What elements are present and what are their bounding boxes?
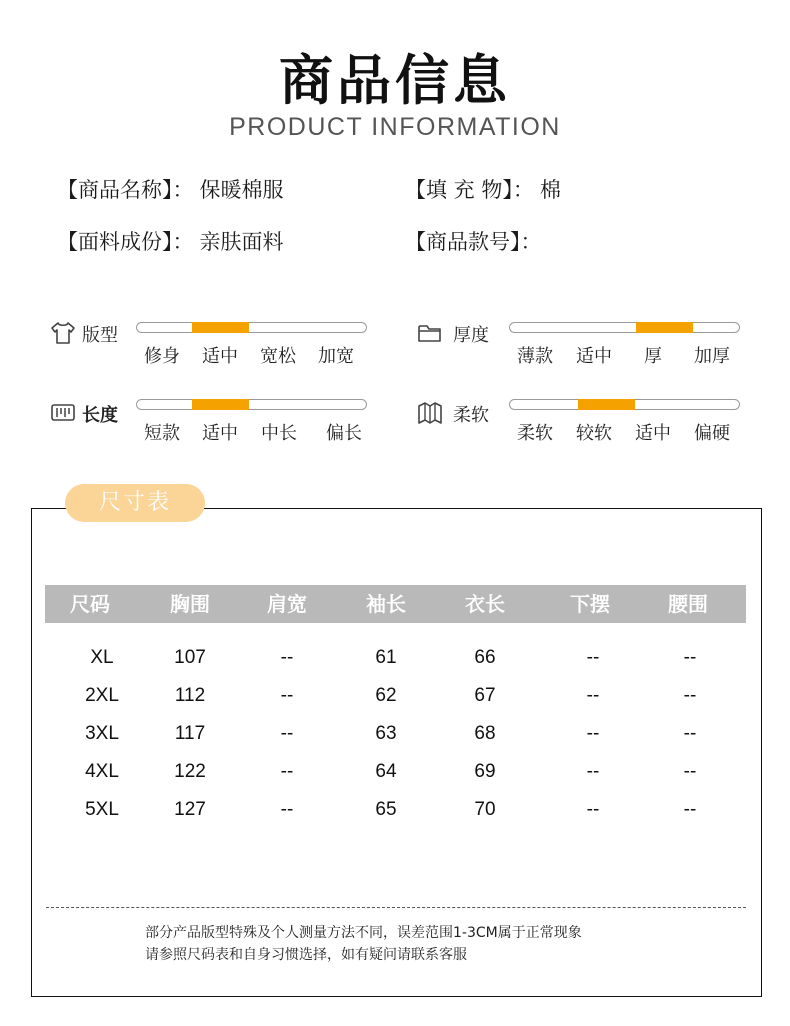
table-cell: 67	[474, 685, 496, 706]
attribute-fit-option: 宽松	[260, 346, 296, 367]
table-row	[0, 799, 790, 829]
attribute-thickness-option: 薄款	[517, 346, 553, 367]
attribute-length-option: 偏长	[326, 423, 362, 444]
table-cell: --	[683, 761, 697, 782]
attribute-thickness-option: 加厚	[694, 346, 730, 367]
table-cell: 4XL	[85, 761, 119, 782]
table-cell: --	[586, 685, 600, 706]
table-cell: 5XL	[85, 799, 119, 820]
attribute-fit-scale	[136, 322, 367, 333]
attribute-softness-indicator	[578, 399, 635, 410]
size-table-header-cell: 肩宽	[267, 592, 307, 616]
info-fabric-label: 【面料成份】：	[57, 230, 194, 254]
table-cell: 65	[375, 799, 397, 820]
attribute-thickness-indicator	[636, 322, 693, 333]
attribute-fit-option: 加宽	[318, 346, 354, 367]
table-cell: 70	[474, 799, 496, 820]
attribute-fit-option: 适中	[202, 346, 238, 367]
info-style-number	[405, 226, 548, 256]
info-filling-label: 【填 充 物】：	[405, 178, 534, 202]
table-cell: --	[586, 761, 600, 782]
table-cell: --	[683, 685, 697, 706]
table-cell: 117	[174, 723, 206, 744]
divider	[46, 907, 746, 908]
attribute-softness-scale	[509, 399, 740, 410]
table-cell: --	[586, 723, 600, 744]
size-table-header-cell: 下摆	[570, 592, 610, 616]
attribute-length-option: 短款	[144, 423, 180, 444]
attribute-length-label: 长度	[82, 405, 118, 426]
attribute-thickness-scale	[509, 322, 740, 333]
page-subtitle: PRODUCT INFORMATION	[229, 113, 561, 141]
attribute-length-indicator	[192, 399, 249, 410]
attribute-thickness-label: 厚度	[453, 325, 489, 346]
attribute-softness-label: 柔软	[453, 405, 489, 426]
info-product-name-label: 【商品名称】：	[57, 178, 194, 202]
table-cell: 63	[375, 723, 397, 744]
table-cell: 62	[375, 685, 397, 706]
info-filling	[405, 174, 561, 204]
table-cell: --	[586, 647, 600, 668]
info-style-number-label: 【商品款号】：	[405, 230, 542, 254]
size-table-header-cell: 胸围	[170, 592, 210, 616]
table-row	[0, 647, 790, 677]
table-cell: --	[586, 799, 600, 820]
size-table-header-cell: 衣长	[465, 592, 505, 616]
attribute-fit-indicator	[192, 322, 249, 333]
table-cell: --	[280, 723, 294, 744]
attribute-length-scale	[136, 399, 367, 410]
size-table-header	[45, 585, 746, 623]
table-cell: --	[280, 647, 294, 668]
table-cell: 112	[174, 685, 206, 706]
attribute-softness-option: 适中	[635, 423, 671, 444]
table-row	[0, 761, 790, 791]
table-cell: 3XL	[85, 723, 119, 744]
table-row	[0, 723, 790, 753]
table-cell: 2XL	[85, 685, 119, 706]
table-cell: 68	[474, 723, 496, 744]
attribute-length-option: 中长	[261, 423, 297, 444]
attribute-length-option: 适中	[202, 423, 238, 444]
info-product-name	[57, 174, 284, 204]
attribute-thickness-option: 适中	[576, 346, 612, 367]
attribute-softness-option: 偏硬	[694, 423, 730, 444]
attribute-fit-label: 版型	[82, 325, 118, 346]
size-table-title: 尺寸表	[65, 484, 205, 522]
size-note-line1: 部分产品版型特殊及个人测量方法不同，误差范围1-3CM属于正常现象	[145, 925, 582, 941]
table-cell: --	[683, 723, 697, 744]
info-filling-value: 棉	[539, 178, 561, 202]
info-product-name-value: 保暖棉服	[199, 178, 284, 202]
attribute-softness-option: 较软	[576, 423, 612, 444]
info-fabric-value: 亲肤面料	[199, 230, 284, 254]
table-cell: --	[280, 761, 294, 782]
attribute-softness-option: 柔软	[517, 423, 553, 444]
table-cell: --	[280, 799, 294, 820]
size-table-header-cell: 腰围	[668, 592, 708, 616]
table-row	[0, 685, 790, 715]
attribute-thickness-options	[0, 342, 790, 366]
table-cell: --	[683, 799, 697, 820]
size-note-line2: 请参照尺码表和自身习惯选择，如有疑问请联系客服	[145, 947, 467, 963]
attribute-thickness-option: 厚	[644, 346, 662, 367]
size-table-header-cell: 尺码	[70, 592, 110, 616]
table-cell: XL	[90, 647, 114, 668]
table-cell: 64	[375, 761, 397, 782]
table-cell: 107	[174, 647, 206, 668]
table-cell: 66	[474, 647, 496, 668]
attribute-softness-options	[0, 419, 790, 443]
attribute-fit-option: 修身	[144, 346, 180, 367]
table-cell: 122	[174, 761, 206, 782]
info-fabric	[57, 226, 284, 256]
table-cell: --	[683, 647, 697, 668]
table-cell: 69	[474, 761, 496, 782]
table-cell: 61	[375, 647, 397, 668]
size-table-header-cell: 袖长	[366, 592, 406, 616]
table-cell: 127	[174, 799, 206, 820]
table-cell: --	[280, 685, 294, 706]
page-title: 商品信息	[279, 49, 511, 112]
